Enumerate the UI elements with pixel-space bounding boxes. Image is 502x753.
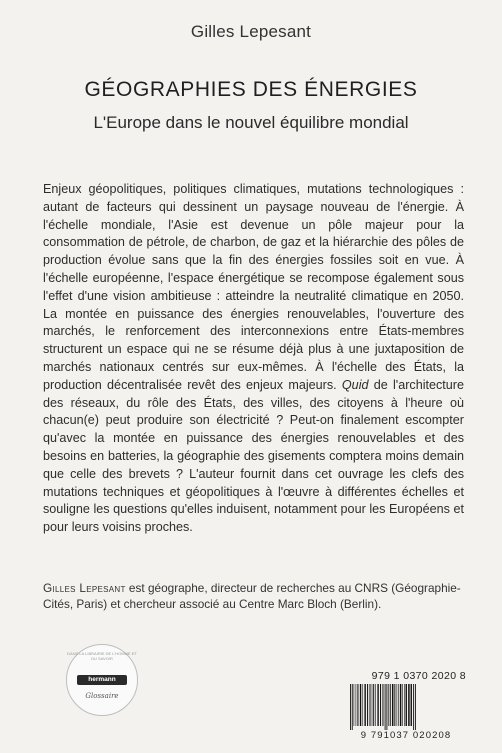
- barcode-bar: [392, 684, 394, 726]
- author-name: Gilles Lepesant: [190, 22, 312, 41]
- barcode-bar: [382, 684, 383, 726]
- barcode-bar: [400, 684, 402, 726]
- barcode-bar: [413, 684, 414, 730]
- barcode-bar: [388, 684, 389, 726]
- blurb-emphasis: Quid: [341, 377, 369, 392]
- barcode-bar: [394, 684, 395, 726]
- bio-author-name: Gilles Lepesant: [43, 581, 126, 595]
- barcode-bar: [415, 684, 416, 730]
- barcode-bar: [408, 684, 410, 726]
- barcode-digits: 9 791037 020208: [360, 730, 452, 741]
- publisher-ring-text: DANS LA LIBRAIRIE DE L'HOMME ET DU SAVOIR: [67, 651, 137, 661]
- barcode-bar: [360, 684, 361, 726]
- barcode-bar: [397, 684, 398, 726]
- collection-name: Glossaire: [85, 692, 119, 700]
- blurb-text-part2: de l'architecture des réseaux, du rôle des États, des villes, des citoyens à l'heure où chacun(e) peut produire son électricité ? Peut-on finalement escompter qu'avec la montée en puissance des énergies renouvelables et des besoins en batteries, la géographie des gisements comptera moins demain que celle des brevets ? L'auteur fournit dans cet ouvrage les clefs des mutations techniques et géopolitiques à l'œuvre à différentes échelles et souligne les questions qu'elles induisent, notamment pour les Européens et pour leurs voisins proches.: [43, 377, 464, 535]
- barcode-bar: [364, 684, 365, 726]
- barcode-bar: [406, 684, 407, 726]
- barcode-bar: [386, 684, 387, 730]
- barcode-bar: [350, 684, 351, 730]
- barcode-bar: [411, 684, 412, 726]
- blurb-text-part1: Enjeux géopolitiques, politiques climatiques, mutations technologiques : autant de facteurs qui dessinent un paysage nouveau de l'énergie. À l'échelle mondiale, l'Asie est devenue un pôle majeur pour la consommation de pétrole, de charbon, de gaz et la hiérarchie des pôles de production évolue sans que la fin des énergies fossiles soit en vue. À l'échelle européenne, l'espace énergétique se recompose également sous l'effet d'une vision ambitieuse : atteindre la neutralité climatique en 2050. La montée en puissance des énergies renouvelables, l'ouverture des marchés, le renforcement des interconnexions entre États-membres structurent un espace qui ne se résume déjà plus à une juxtaposition de marchés nationaux centrés sur eux-mêmes. À l'échelle des États, la production décentralisée revêt des enjeux majeurs.: [43, 182, 464, 392]
- barcode-bar: [402, 684, 403, 726]
- barcode-bar: [352, 684, 353, 730]
- barcode-bar: [362, 684, 363, 726]
- barcode-bar: [354, 684, 355, 726]
- barcode-bar: [398, 684, 399, 726]
- barcode-bar: [357, 684, 358, 726]
- barcode-bar: [367, 684, 368, 726]
- barcode-bar: [390, 684, 391, 726]
- back-cover-blurb: [43, 181, 464, 537]
- bio-text: est géographe, directeur de recherches au CNRS (Géographie-Cités, Paris) et chercheur associé au Centre Marc Bloch (Berlin).: [43, 581, 461, 611]
- barcode-bar: [380, 684, 381, 726]
- barcode-bar: [377, 684, 378, 726]
- publisher-logo: [66, 644, 138, 716]
- barcode-bar: [375, 684, 376, 726]
- barcode-bar: [404, 684, 405, 726]
- barcode-bar: [356, 684, 357, 726]
- publisher-logo-word: hermann: [88, 676, 116, 683]
- barcode-graphic: [346, 684, 466, 730]
- blurb-paragraph: [43, 181, 464, 537]
- barcode-bar: [385, 684, 386, 730]
- book-title: GÉOGRAPHIES DES ÉNERGIES: [84, 78, 418, 101]
- barcode-bar: [372, 684, 373, 726]
- book-subtitle: L'Europe dans le nouvel équilibre mondial: [93, 113, 409, 132]
- author-bio: [43, 580, 464, 612]
- isbn-label: 979 1 0370 2020 8: [371, 670, 466, 682]
- barcode-bar: [370, 684, 371, 726]
- barcode-bar: [373, 684, 374, 726]
